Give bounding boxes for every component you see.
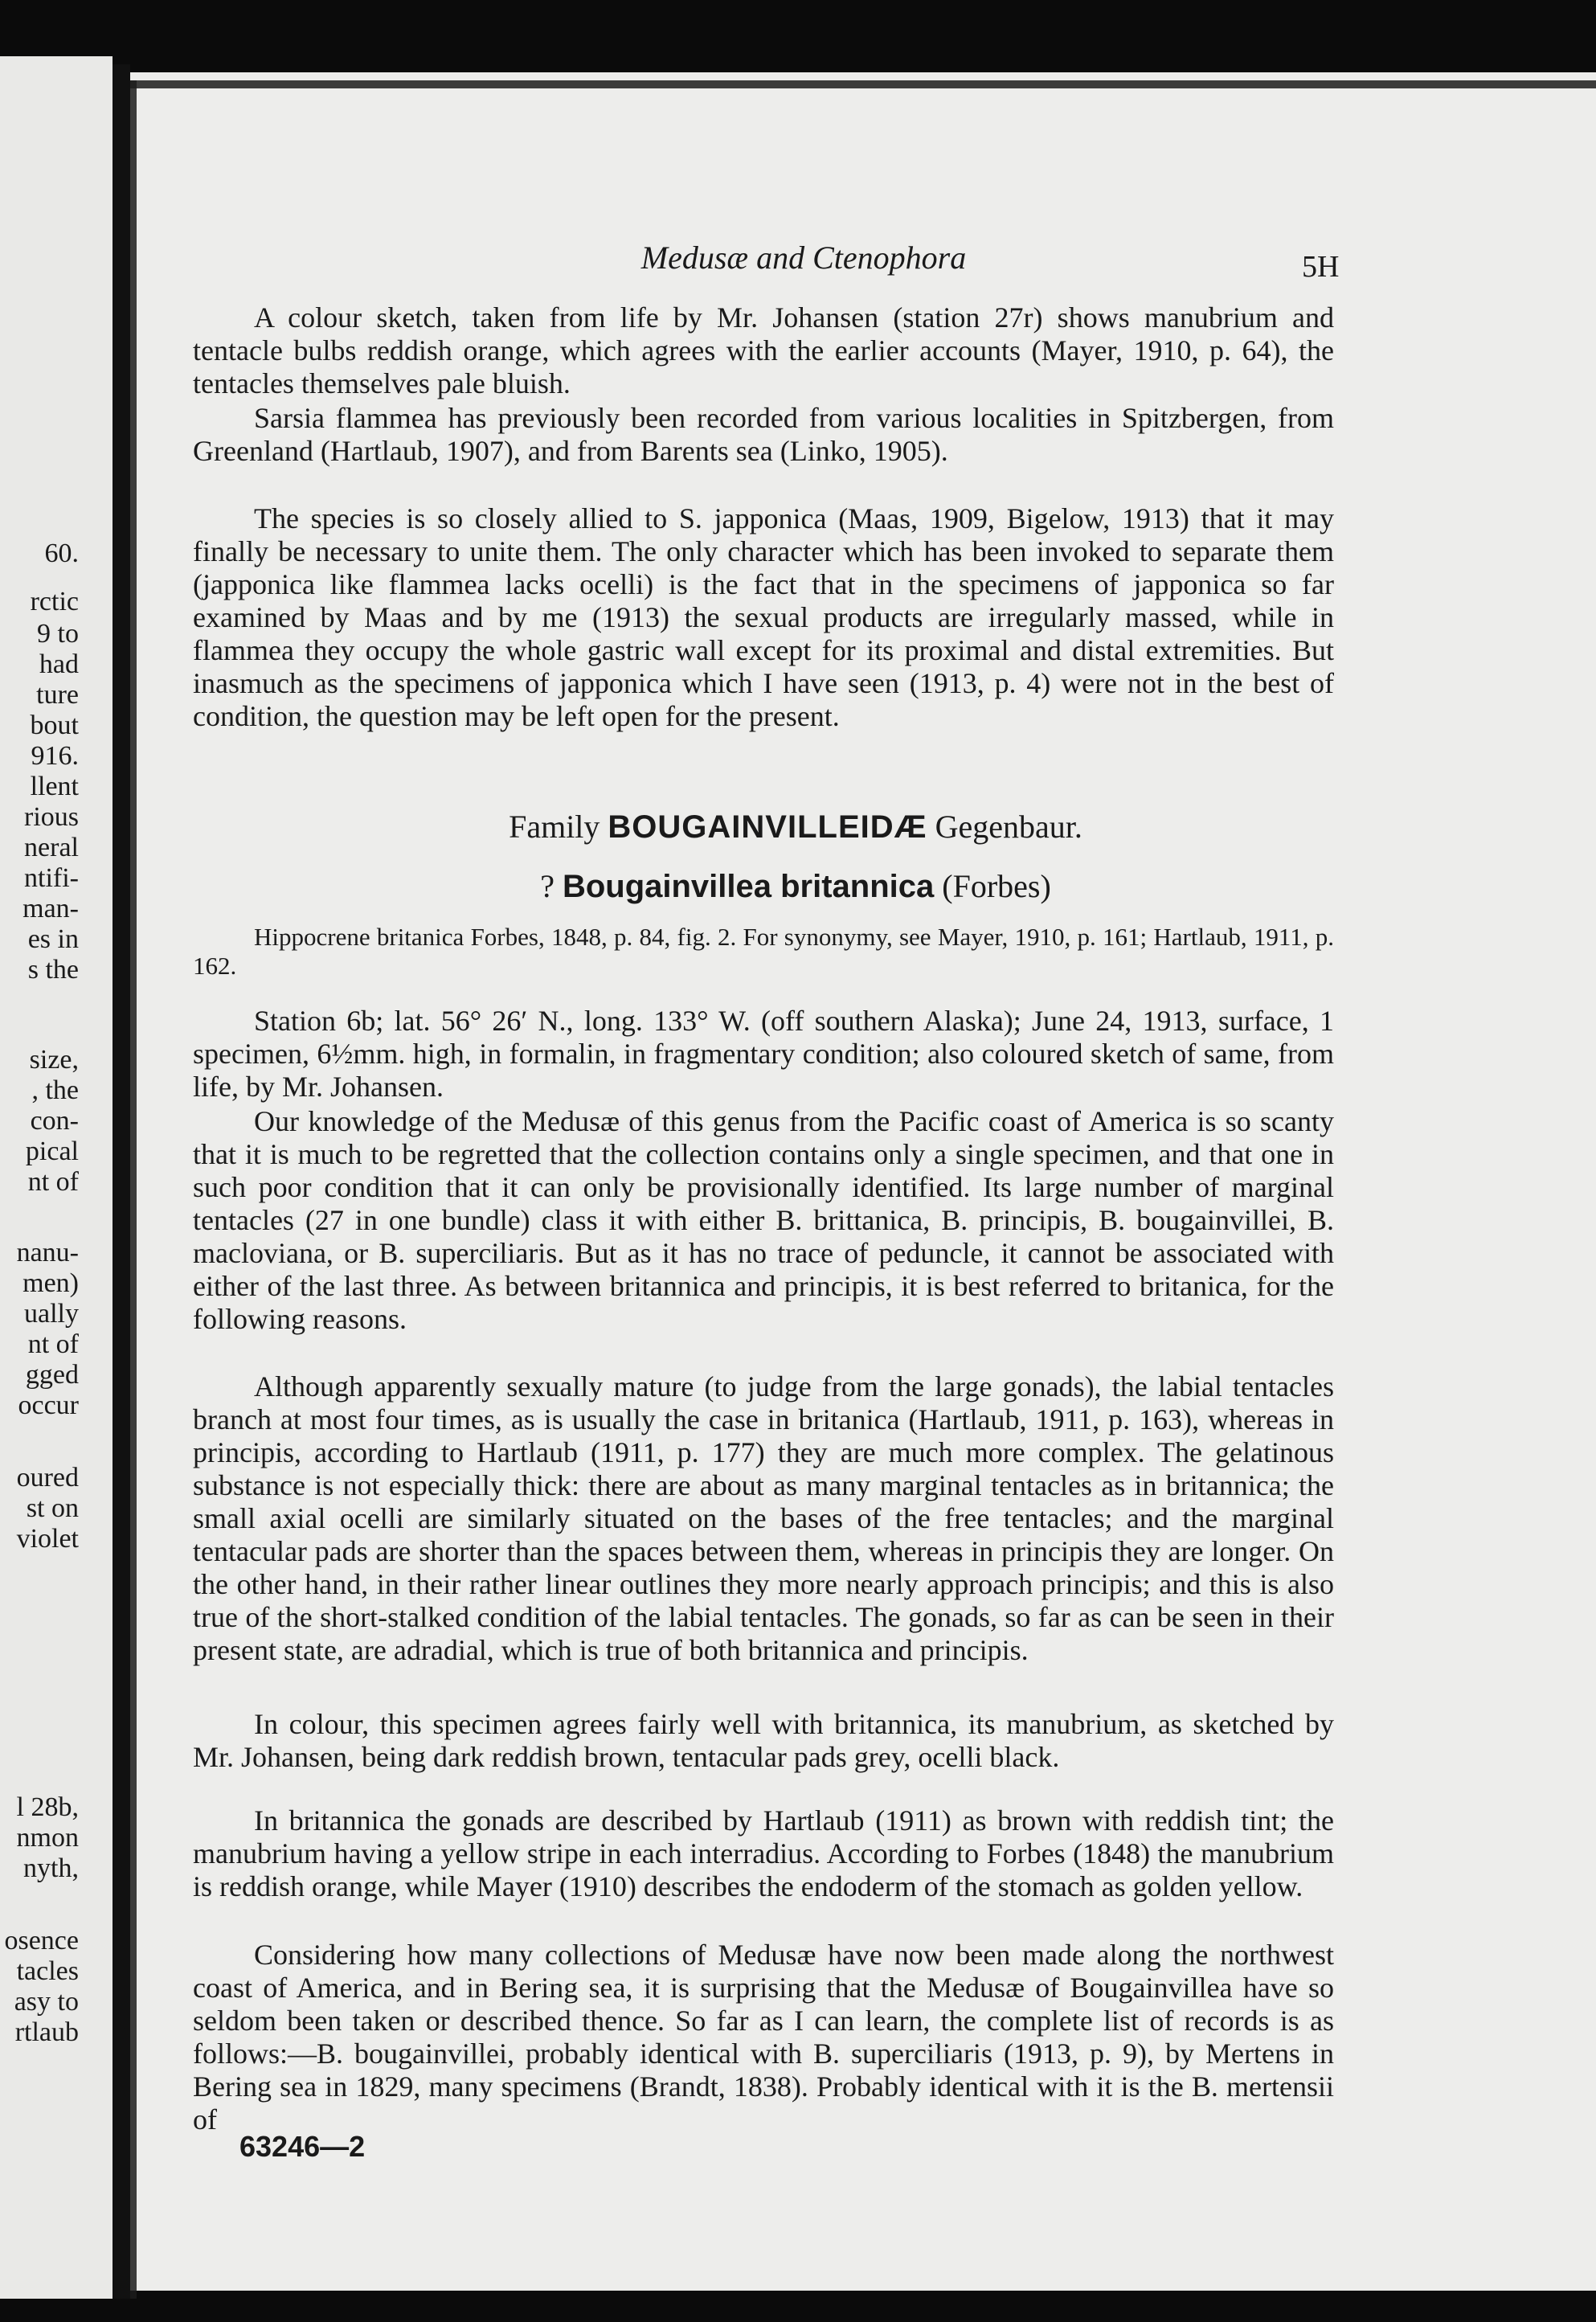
left-page-text-fragment: , the (31, 1075, 79, 1105)
left-page-text-fragment: es in (27, 924, 79, 954)
left-page-text-fragment: nt of (27, 1167, 79, 1197)
left-page-text-fragment: ture (36, 680, 79, 710)
page-left-edge (130, 80, 137, 2299)
page-number: 5H (1302, 250, 1340, 284)
left-page-text-fragment: rtlaub (14, 2017, 79, 2047)
left-page-text-fragment: s the (27, 955, 79, 985)
left-page-text-fragment: occur (18, 1390, 79, 1420)
left-page-fragment (0, 56, 113, 2299)
species-name: Bougainvillea britannica (562, 869, 935, 904)
left-page-text-fragment: l 28b, (16, 1792, 79, 1822)
left-page-text-fragment: ually (24, 1299, 79, 1329)
synonymy-note: Hippocrene britanica Forbes, 1848, p. 84, fig. 2. For synonymy, see Mayer, 1910, p. 161; Hartlaub, 1911, p. 162. (193, 923, 1334, 980)
paragraph-colour-sketch: A colour sketch, taken from life by Mr. Johansen (station 27r) shows manubrium and tentacle bulbs reddish orange, which agrees with the earlier accounts (Mayer, 1910, p. 64), the tentacles themselves pale bluish. (193, 301, 1334, 399)
left-page-text-fragment: men) (23, 1268, 79, 1298)
left-page-text-fragment: pical (25, 1136, 79, 1166)
left-page-text-fragment: nanu- (16, 1238, 79, 1267)
left-page-text-fragment: llent (30, 772, 79, 801)
left-page-text-fragment: nmon (16, 1823, 79, 1853)
running-head: Medusæ and Ctenophora (640, 240, 967, 276)
left-page-text-fragment: man- (23, 894, 79, 923)
book-gutter (113, 64, 130, 2299)
left-page-text-fragment: st on (26, 1493, 79, 1523)
left-page-text-fragment: size, (29, 1045, 79, 1075)
paragraph-gonads: In britannica the gonads are described by Hartlaub (1911) as brown with reddish tint; the manubrium having a yellow stripe in each interradius. According to Forbes (1848) the manubrium is reddish orange, while Mayer (1910) describes the endoderm of the stomach as golden yellow. (193, 1804, 1334, 1902)
paragraph-sarsia-records: Sarsia flammea has previously been recorded from various localities in Spitzbergen, from Greenland (Hartlaub, 1907), and from Barents sea (Linko, 1905). (193, 402, 1334, 467)
left-page-text-fragment: had (39, 649, 79, 679)
left-page-text-fragment: 9 to (37, 619, 79, 649)
left-page-text-fragment: bout (30, 711, 79, 740)
left-page-text-fragment: violet (16, 1524, 79, 1554)
paragraph-colour: In colour, this specimen agrees fairly well with britannica, its manubrium, as sketched by Mr. Johansen, being dark reddish brown, tentacular pads grey, ocelli black. (193, 1708, 1334, 1773)
page-top-edge (130, 80, 1596, 88)
left-page-text-fragment: asy to (14, 1987, 79, 2017)
family-heading: Family BOUGAINVILLEIDÆ Gegenbaur. (509, 809, 1082, 845)
printer-signature: 63246—2 (239, 2130, 366, 2163)
left-page-text-fragment: rious (24, 802, 79, 832)
left-page-text-fragment: neral (24, 833, 79, 862)
species-heading: ? Bougainvillea britannica (Forbes) (540, 868, 1051, 904)
left-page-text-fragment: osence (4, 1926, 79, 1955)
paragraph-knowledge: Our knowledge of the Medusæ of this genus from the Pacific coast of America is so scanty that it is much to be regretted that the collection contains only a single specimen, and that one in such poor condition that it can only be provisionally identified. Its large number of marginal tentacles (27 in one bundle) class it with either B. brittanica, B. principis, B. bougainvillei, B. macloviana, or B. superciliaris. But as it has no trace of peduncle, it cannot be associated with either of the last three. As between britannica and principis, it is best referred to britanica, for the following reasons. (193, 1105, 1334, 1335)
paragraph-collections: Considering how many collections of Medusæ have now been made along the northwest coast of America, and in Bering sea, it is surprising that the Medusæ of Bougainvillea have so seldom been taken or described thence. So far as I can learn, the complete list of records is as follows:—B. bougainvillei, probably identical with B. superciliaris (1913, p. 9), by Mertens in Bering sea in 1829, many specimens (Brandt, 1838). Probably identical with it is the B. mertensii of (193, 1939, 1334, 2136)
left-page-text-fragment: 60. (44, 539, 79, 568)
left-page-text-fragment: rctic (30, 587, 79, 616)
paragraph-sexual-maturity: Although apparently sexually mature (to judge from the large gonads), the labial tentacles branch at most four times, as is usually the case in britanica (Hartlaub, 1911, p. 163), whereas in principis, according to Hartlaub (1911, p. 177) they are much more complex. The gelatinous substance is not especially thick: there are about as many marginal tentacles as in britannica; the small axial ocelli are similarly situated on the bases of the free tentacles; and the marginal tentacular pads are shorter than the spaces between them, whereas in principis they are longer. On the other hand, in their rather linear outlines they more nearly approach principis; and this is also true of the short-stalked condition of the labial tentacles. The gonads, so far as can be seen in their present state, are adradial, which is true of both britannica and principis. (193, 1370, 1334, 1666)
paragraph-station: Station 6b; lat. 56° 26′ N., long. 133° W. (off southern Alaska); June 24, 1913, surface, 1 specimen, 6½mm. high, in formalin, in fragmentary condition; also coloured sketch of same, from life, by Mr. Johansen. (193, 1005, 1334, 1103)
left-page-text-fragment: tacles (16, 1956, 79, 1986)
left-page-text-fragment: 916. (31, 741, 79, 771)
left-page-text-fragment: oured (16, 1463, 79, 1493)
paragraph-species-comparison: The species is so closely allied to S. japponica (Maas, 1909, Bigelow, 1913) that it may finally be necessary to unite them. The only character which has been invoked to separate them (japponica like flammea lacks ocelli) is the fact that in the specimens of japponica so far examined by Maas and by me (1913) the sexual products are irregularly massed, while in flammea they occupy the whole gastric wall except for its proximal and distal extremities. But inasmuch as the specimens of japponica which I have seen (1913, p. 4) were not in the best of condition, the question may be left open for the present. (193, 502, 1334, 732)
left-page-text-fragment: con- (30, 1106, 79, 1136)
family-name: BOUGAINVILLEIDÆ (608, 809, 927, 845)
left-page-text-fragment: gged (25, 1360, 79, 1390)
left-page-text-fragment: nyth, (23, 1853, 79, 1883)
left-page-text-fragment: nt of (27, 1329, 79, 1359)
left-page-text-fragment: ntifi- (24, 863, 79, 893)
